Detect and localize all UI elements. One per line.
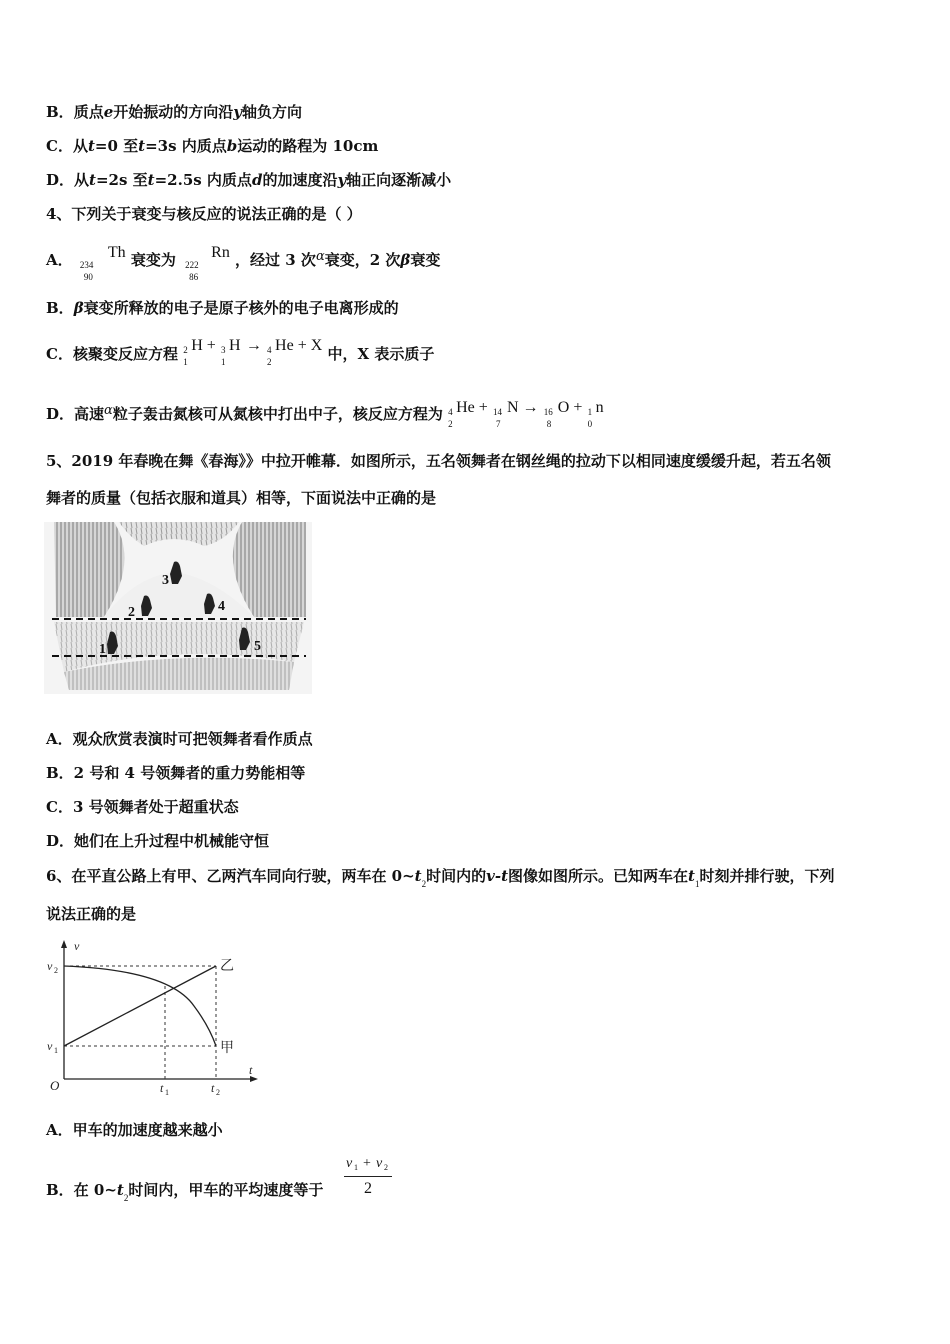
q4-option-d: D．高速α粒子轰击氮核可从氮核中打出中子，核反应方程为 4 2 He + 14 7 N → 16 8 O + 1 0 n xyxy=(46,399,604,429)
svg-text:1: 1 xyxy=(54,1046,58,1055)
axis-label-v: v xyxy=(74,939,80,953)
q6-option-b: B．在 $0\sim t_2$时间内，甲车的平均速度等于 xyxy=(46,1181,324,1203)
q5-option-b: B．2 号和 4 号领舞者的重力势能相等 xyxy=(46,764,306,782)
nuclear-reaction-equation: 4 2 He + 14 7 N → 16 8 O + 1 0 n xyxy=(448,399,604,429)
fusion-equation: 2 1 H + 3 1 H → 4 2 He + X xyxy=(183,337,323,367)
vt-graph xyxy=(44,936,264,1096)
dancer-label-4: 4 xyxy=(218,599,225,614)
svg-text:2: 2 xyxy=(216,1088,220,1096)
tick-t2: t xyxy=(211,1081,215,1095)
q4-stem: 4、下列关于衰变与核反应的说法正确的是（ ） xyxy=(46,205,362,223)
tick-v1: v xyxy=(47,1039,53,1053)
tick-t1: t xyxy=(160,1081,164,1095)
q5-stem-line2: 舞者的质量（包括衣服和道具）相等，下面说法中正确的是 xyxy=(46,489,437,507)
average-velocity-fraction: v 1 + v 2 2 xyxy=(344,1156,394,1202)
tick-v2: v xyxy=(47,959,53,973)
svg-text:2: 2 xyxy=(54,966,58,975)
q3-option-d: D．从t=2s 至t=2.5s 内质点d的加速度沿y轴正向逐渐减小 xyxy=(46,171,452,189)
series-yi-line xyxy=(64,966,216,1046)
legend-yi: 乙 xyxy=(220,959,234,974)
q6-option-a: A．甲车的加速度越来越小 xyxy=(46,1121,223,1139)
legend-jia: 甲 xyxy=(220,1041,234,1056)
q5-option-c: C．3 号领舞者处于超重状态 xyxy=(46,798,239,816)
dancer-label-5: 5 xyxy=(254,639,261,654)
dancer-label-1: 1 xyxy=(99,642,106,657)
q4-option-a: A． 234 90 Th 衰变为 222 86 Rn ，经过 3 次α衰变，2 次β衰变 xyxy=(46,244,441,282)
svg-text:1: 1 xyxy=(165,1088,169,1096)
dancers-figure xyxy=(44,522,312,694)
dancer-label-2: 2 xyxy=(128,605,135,620)
q6-stem-line2: 说法正确的是 xyxy=(46,905,137,923)
q6-stem-line1: 6、在平直公路上有甲、乙两汽车同向行驶，两车在 $0\sim t_2$时间内的v-t图像如图所示。已知两车在$t_1$时刻并排行驶，下列 xyxy=(46,867,835,889)
dancer-label-3: 3 xyxy=(162,573,169,588)
q4-option-b: B．β衰变所释放的电子是原子核外的电子电离形成的 xyxy=(46,299,399,317)
q3-option-b: B．质点e开始振动的方向沿y轴负方向 xyxy=(46,103,302,121)
q3-option-c: C．从t=0 至t=3s 内质点b运动的路程为 10cm xyxy=(46,137,379,155)
axis-label-t: t xyxy=(249,1063,253,1077)
q5-option-d: D．她们在上升过程中机械能守恒 xyxy=(46,832,270,850)
q5-option-a: A．观众欣赏表演时可把领舞者看作质点 xyxy=(46,730,313,748)
origin-label: O xyxy=(50,1078,60,1093)
q5-stem-line1: 5、2019 年春晚在舞《春海》》中拉开帷幕．如图所示，五名领舞者在钢丝绳的拉动下以相同速度缓缓升起，若五名领 xyxy=(46,452,831,470)
q4-option-c: C．核聚变反应方程 2 1 H + 3 1 H → 4 2 He + X 中，X 表示质子 xyxy=(46,337,435,367)
